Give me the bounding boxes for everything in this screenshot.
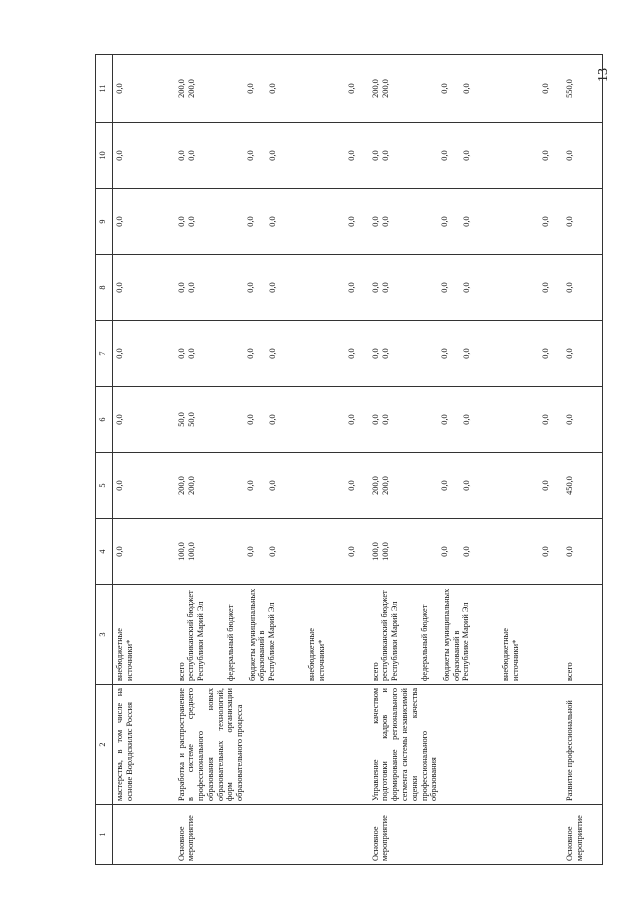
amount-value: 0,0 — [176, 150, 186, 161]
funding-source-cell — [563, 585, 603, 685]
amount-value: 0,0 — [439, 546, 449, 557]
amount-value: 0,0 — [346, 282, 356, 293]
amount-cell — [563, 519, 603, 585]
amount-cell — [113, 321, 175, 387]
amount-value: 0,0 — [346, 480, 356, 491]
amount-value: 0,0 — [186, 348, 196, 359]
funding-source: всего — [564, 662, 574, 681]
table-row — [113, 55, 175, 865]
amount-value: 0,0 — [346, 414, 356, 425]
funding-source: республиканский бюджет Республики Марий Эл — [186, 590, 206, 681]
activity-name-cell: Управление качеством подготовки кадров и формирование регионального сегмента системы независимой оценки качества профессионального образования — [369, 685, 563, 805]
amount-value: 0,0 — [267, 546, 277, 557]
header-cell: 2 — [96, 685, 113, 805]
amount-value: 0,0 — [461, 282, 471, 293]
amount-value: 0,0 — [461, 546, 471, 557]
amount-value: 0,0 — [346, 348, 356, 359]
amount-value: 200,0 — [370, 476, 380, 495]
header-cell: 10 — [96, 123, 113, 189]
amount-value: 0,0 — [115, 414, 124, 425]
amount-value: 0,0 — [380, 216, 390, 227]
amount-value: 0,0 — [245, 83, 255, 94]
amount-cell — [563, 123, 603, 189]
amount-value: 100,0 — [176, 542, 186, 561]
table-row — [563, 55, 603, 865]
activity-type-cell: Основное мероприятие — [175, 805, 369, 865]
funding-source: внебюджетные источники* — [306, 628, 326, 681]
funding-source: внебюджетные источники* — [501, 628, 520, 681]
amount-cell — [175, 123, 369, 189]
amount-cell — [369, 55, 563, 123]
amount-value: 0,0 — [439, 282, 449, 293]
amount-cell — [175, 387, 369, 453]
header-row — [96, 55, 113, 865]
activity-name-cell: Развитие профессиональной — [563, 685, 603, 805]
header-cell: 6 — [96, 387, 113, 453]
amount-cell — [369, 453, 563, 519]
amount-cell — [369, 387, 563, 453]
amount-cell — [175, 453, 369, 519]
amount-value: 0,0 — [439, 216, 449, 227]
amount-value: 0,0 — [186, 150, 196, 161]
amount-cell — [563, 321, 603, 387]
funding-source: федеральный бюджет — [225, 604, 235, 681]
amount-cell — [113, 255, 175, 321]
amount-value: 200,0 — [380, 79, 390, 98]
amount-value: 0,0 — [115, 83, 124, 94]
funding-source: республиканский бюджет Республики Марий Эл — [380, 590, 400, 681]
amount-value: 0,0 — [564, 348, 574, 359]
header-cell: 11 — [96, 55, 113, 123]
amount-value: 0,0 — [267, 216, 277, 227]
amount-value: 0,0 — [439, 348, 449, 359]
amount-value: 0,0 — [267, 414, 277, 425]
amount-value: 0,0 — [370, 150, 380, 161]
amount-value: 200,0 — [176, 476, 186, 495]
amount-value: 50,0 — [176, 412, 186, 427]
amount-value: 0,0 — [267, 348, 277, 359]
amount-value: 0,0 — [346, 546, 356, 557]
amount-cell — [563, 189, 603, 255]
amount-value: 0,0 — [540, 348, 550, 359]
amount-value: 0,0 — [245, 216, 255, 227]
amount-value: 0,0 — [370, 282, 380, 293]
funding-source: всего — [370, 662, 380, 681]
amount-value: 0,0 — [439, 150, 449, 161]
funding-source: бюджеты муниципальных образований в Республике Марий Эл — [247, 588, 277, 681]
header-cell: 3 — [96, 585, 113, 685]
amount-value: 0,0 — [564, 216, 574, 227]
amount-value: 450,0 — [564, 476, 574, 495]
amount-value: 100,0 — [370, 542, 380, 561]
amount-cell — [113, 453, 175, 519]
amount-value: 200,0 — [176, 79, 186, 98]
funding-source-cell — [369, 585, 563, 685]
amount-value: 0,0 — [380, 150, 390, 161]
amount-value: 100,0 — [380, 542, 390, 561]
amount-cell — [175, 255, 369, 321]
header-cell: 4 — [96, 519, 113, 585]
amount-value: 0,0 — [245, 414, 255, 425]
amount-value: 0,0 — [370, 216, 380, 227]
activity-type-cell: Основное мероприятие — [369, 805, 563, 865]
amount-value: 0,0 — [115, 480, 124, 491]
amount-cell — [563, 453, 603, 519]
amount-value: 0,0 — [176, 282, 186, 293]
amount-value: 0,0 — [439, 83, 449, 94]
header-cell: 8 — [96, 255, 113, 321]
amount-value: 0,0 — [115, 216, 124, 227]
amount-cell — [113, 387, 175, 453]
amount-cell — [369, 321, 563, 387]
amount-cell — [113, 189, 175, 255]
amount-value: 0,0 — [461, 414, 471, 425]
amount-cell — [369, 189, 563, 255]
amount-cell — [369, 519, 563, 585]
funding-source: федеральный бюджет — [420, 604, 430, 681]
amount-cell — [175, 321, 369, 387]
activity-name-cell: Разработка и распространение в системе среднего профессионального образования новых образовательных технологий, форм организации образовательного процесса — [175, 685, 369, 805]
amount-value: 0,0 — [346, 150, 356, 161]
amount-value: 0,0 — [186, 216, 196, 227]
amount-value: 0,0 — [564, 282, 574, 293]
amount-value: 200,0 — [380, 476, 390, 495]
header-cell: 7 — [96, 321, 113, 387]
header-cell: 5 — [96, 453, 113, 519]
amount-value: 0,0 — [245, 150, 255, 161]
amount-value: 0,0 — [245, 480, 255, 491]
rotated-table-wrapper — [95, 55, 584, 865]
amount-cell — [563, 55, 603, 123]
amount-value: 0,0 — [461, 216, 471, 227]
amount-value: 0,0 — [461, 480, 471, 491]
table-body — [113, 55, 603, 865]
amount-cell — [113, 123, 175, 189]
funding-source: бюджеты муниципальных образований в Республике Марий Эл — [441, 588, 471, 681]
amount-value: 0,0 — [115, 150, 124, 161]
funding-table — [95, 54, 603, 865]
amount-value: 0,0 — [439, 480, 449, 491]
amount-cell — [175, 55, 369, 123]
amount-value: 200,0 — [370, 79, 380, 98]
amount-cell — [563, 255, 603, 321]
amount-cell — [113, 55, 175, 123]
amount-value: 0,0 — [245, 282, 255, 293]
amount-value: 0,0 — [267, 480, 277, 491]
amount-value: 0,0 — [115, 348, 124, 359]
amount-value: 0,0 — [540, 216, 550, 227]
amount-value: 0,0 — [267, 150, 277, 161]
amount-value: 0,0 — [115, 282, 124, 293]
amount-value: 0,0 — [267, 282, 277, 293]
amount-value: 0,0 — [461, 83, 471, 94]
amount-value: 550,0 — [564, 79, 574, 98]
amount-value: 0,0 — [346, 216, 356, 227]
amount-cell — [563, 387, 603, 453]
amount-value: 0,0 — [245, 348, 255, 359]
amount-value: 0,0 — [115, 546, 124, 557]
amount-value: 0,0 — [186, 282, 196, 293]
amount-value: 0,0 — [346, 83, 356, 94]
amount-value: 0,0 — [564, 546, 574, 557]
amount-cell — [175, 189, 369, 255]
amount-value: 0,0 — [245, 546, 255, 557]
amount-cell — [175, 519, 369, 585]
amount-value: 50,0 — [186, 412, 196, 427]
amount-value: 0,0 — [540, 414, 550, 425]
amount-value: 100,0 — [186, 542, 196, 561]
header-cell: 1 — [96, 805, 113, 865]
amount-value: 0,0 — [380, 348, 390, 359]
amount-value: 0,0 — [176, 216, 186, 227]
amount-cell — [113, 519, 175, 585]
table-row — [369, 55, 563, 865]
page-number: 13 — [596, 68, 611, 82]
funding-source: внебюджетные источники* — [115, 628, 134, 681]
amount-value: 0,0 — [370, 348, 380, 359]
amount-cell — [369, 255, 563, 321]
header-cell: 9 — [96, 189, 113, 255]
amount-value: 0,0 — [461, 150, 471, 161]
amount-value: 200,0 — [186, 476, 196, 495]
funding-source-cell — [113, 585, 175, 685]
amount-value: 0,0 — [564, 414, 574, 425]
amount-value: 0,0 — [564, 150, 574, 161]
amount-value: 0,0 — [540, 83, 550, 94]
amount-value: 0,0 — [461, 348, 471, 359]
funding-source: всего — [176, 662, 186, 681]
table-row — [175, 55, 369, 865]
amount-value: 0,0 — [540, 282, 550, 293]
activity-type-cell — [113, 805, 175, 865]
amount-value: 0,0 — [439, 414, 449, 425]
amount-value: 0,0 — [370, 414, 380, 425]
activity-type-cell: Основное мероприятие — [563, 805, 603, 865]
funding-source-cell — [175, 585, 369, 685]
amount-value: 0,0 — [176, 348, 186, 359]
amount-value: 0,0 — [380, 282, 390, 293]
amount-value: 0,0 — [540, 480, 550, 491]
amount-value: 0,0 — [380, 414, 390, 425]
activity-name-cell: мастерства, в том числе на основе Ворлдскиллс Россия — [113, 685, 175, 805]
amount-cell — [369, 123, 563, 189]
amount-value: 0,0 — [267, 83, 277, 94]
amount-value: 200,0 — [186, 79, 196, 98]
amount-value: 0,0 — [540, 150, 550, 161]
amount-value: 0,0 — [540, 546, 550, 557]
